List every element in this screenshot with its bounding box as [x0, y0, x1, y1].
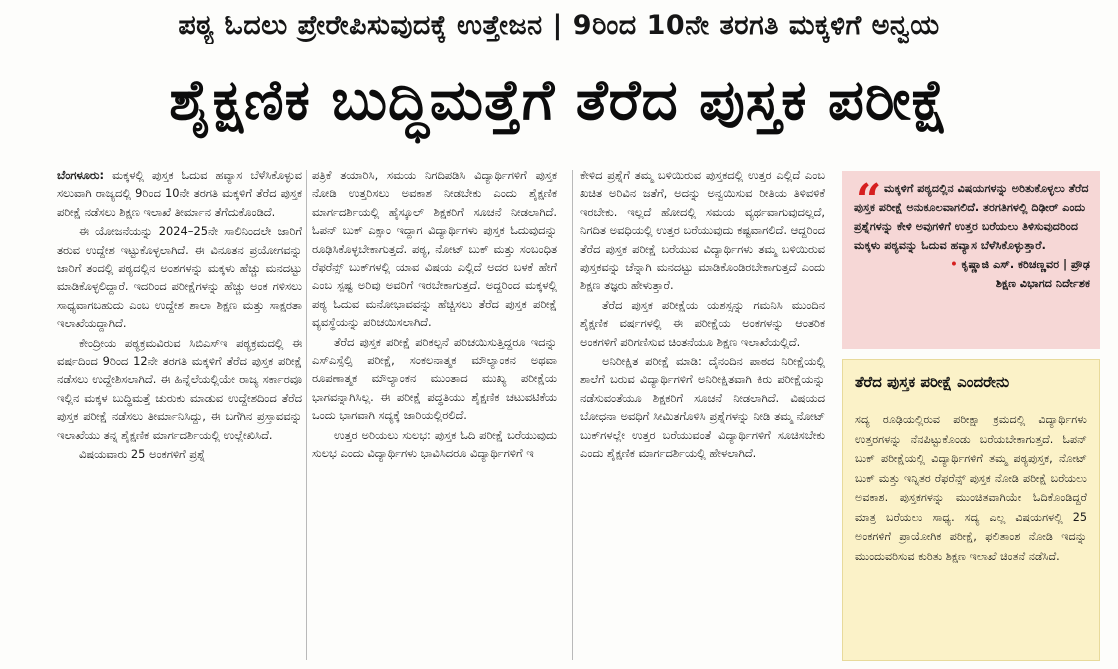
info-box-body: ಸದ್ಯ ರೂಢಿಯಲ್ಲಿರುವ ಪರೀಕ್ಷಾ ಕ್ರಮದಲ್ಲಿ ವಿದ್ಯಾರ್ಥಿಗಳು ಉತ್ತರಗಳನ್ನು ನೆನಪಿಟ್ಟುಕೊಂಡು ಬರೆಯಬೇಕಾಗುತ್ತದೆ. ಓಪನ್ ಬುಕ್ ಪರೀಕ್ಷೆಯಲ್ಲಿ ವಿದ್ಯಾರ್ಥಿಗಳಿಗೆ ತಮ್ಮ ಪಠ್ಯಪುಸ್ತಕ, ನೋಟ್ ಬುಕ್ ಮತ್ತು ಇನ್ನಿತರ ರೆಫರೆನ್ಸ್ ಪುಸ್ತಕ ನೋಡಿ ಪರೀಕ್ಷೆ ಬರೆಯಲು ಅವಕಾಶ. ಪುಸ್ತಕಗಳನ್ನು ಮುಂಚಿತವಾಗಿಯೇ ಓದಿಕೊಂಡಿದ್ದರೆ ಮಾತ್ರ ಬರೆಯಲು ಸಾಧ್ಯ. ಸದ್ಯ ಎಲ್ಲ ವಿಷಯಗಳಲ್ಲಿ 25 ಅಂಕಗಳಿಗೆ ಪ್ರಾಯೋಗಿಕ ಪರೀಕ್ಷೆ, ಫಲಿತಾಂಶ ನೋಡಿ ಇದನ್ನು ಮುಂದುವರಿಸುವ ಕುರಿತು ಶಿಕ್ಷಣ ಇಲಾಖೆ ಚಿಂತನೆ ನಡೆಸಿದೆ. [855, 413, 1087, 563]
article-paragraph: ತೆರೆದ ಪುಸ್ತಕ ಪರೀಕ್ಷೆಯ ಯಶಸ್ಸನ್ನು ಗಮನಿಸಿ ಮುಂದಿನ ಶೈಕ್ಷಣಿಕ ವರ್ಷಗಳಲ್ಲಿ ಈ ಪರೀಕ್ಷೆಯ ಅಂಕಗಳನ್ನು ಆಂತರಿಕ ಅಂಕಗಳಿಗೆ ಪರಿಗಣಿಸುವ ಚಿಂತನೆಯೂ ಶಿಕ್ಷಣ ಇಲಾಖೆಯಲ್ಲಿದೆ. [580, 297, 825, 349]
article-paragraph: ಈ ಯೋಜನೆಯನ್ನು 2024–25ನೇ ಸಾಲಿನಿಂದಲೇ ಜಾರಿಗೆ ತರುವ ಉದ್ದೇಶ ಇಟ್ಟುಕೊಳ್ಳಲಾಗಿದೆ. ಈ ವಿನೂತನ ಪ್ರಯೋಗವನ್ನು ಜಾರಿಗೆ ತಂದಲ್ಲಿ ಪಠ್ಯದಲ್ಲಿನ ಅಂಶಗಳನ್ನು ಮಕ್ಕಳು ಹೆಚ್ಚು ಮನದಟ್ಟು ಮಾಡಿಕೊಳ್ಳಲಿದ್ದಾರೆ. ಇದರಿಂದ ಪರೀಕ್ಷೆಗಳನ್ನು ಹೆಚ್ಚು ಅಂಕ ಗಳಿಸಲು ಸಾಧ್ಯವಾಗಬಹುದು ಎಂಬ ಉದ್ದೇಶ ಶಾಲಾ ಶಿಕ್ಷಣ ಮತ್ತು ಸಾಕ್ಷರತಾ ಇಲಾಖೆಯದ್ದಾಗಿದೆ. [57, 224, 302, 331]
quote-designation: ಶಿಕ್ಷಣ ವಿಭಾಗದ ನಿರ್ದೇಶಕ [995, 277, 1090, 290]
quote-mark-icon: “ [856, 175, 882, 226]
pull-quote-text: ಮಕ್ಕಳಿಗೆ ಪಠ್ಯದಲ್ಲಿನ ವಿಷಯಗಳನ್ನು ಅರಿತುಕೊಳ್ಳಲು ತೆರೆದ ಪುಸ್ತಕ ಪರೀಕ್ಷೆ ಅನುಕೂಲವಾಗಲಿದೆ. ತರಗತಿಗಳಲ್ಲಿ ದಿಢೀರ್ ಎಂದು ಪ್ರಶ್ನೆಗಳನ್ನು ಕೇಳಿ ಅವುಗಳಿಗೆ ಉತ್ತರ ಬರೆಯಲು ತಿಳಿಸುವುದರಿಂದ ಮಕ್ಕಳು ಪಠ್ಯವನ್ನು ಓದುವ ಹವ್ಯಾಸ ಬೆಳೆಸಿಕೊಳ್ಳುತ್ತಾರೆ. [854, 182, 1089, 252]
column-divider [306, 170, 307, 660]
article-paragraph [57, 166, 302, 221]
dateline: ಬೆಂಗಳೂರು: [57, 168, 105, 182]
headline: ಶೈಕ್ಷಣಿಕ ಬುದ್ಧಿಮತ್ತೆಗೆ ತೆರೆದ ಪುಸ್ತಕ ಪರೀಕ್ಷೆ [169, 68, 949, 133]
column-divider [572, 170, 573, 660]
info-box-title: ತೆರೆದ ಪುಸ್ತಕ ಪರೀಕ್ಷೆ ಎಂದರೇನು [855, 373, 1010, 391]
article-paragraph: ತೆರೆದ ಪುಸ್ತಕ ಪರೀಕ್ಷೆ ಪರಿಕಲ್ಪನೆ ಪರಿಚಯಿಸುತ್ತಿದ್ದರೂ ಇದನ್ನು ಎಸ್‌ಎಸ್ಸೆಲ್ಸಿ ಪರೀಕ್ಷೆ, ಸಂಕಲನಾತ್ಮಕ ಮೌಲ್ಯಾಂಕನ ಅಥವಾ ರೂಪಣಾತ್ಮಕ ಮೌಲ್ಯಾಂಕನ ಮುಂತಾದ ಮುಖ್ಯ ಪರೀಕ್ಷೆಯ ಭಾಗವನ್ನಾಗಿಸಿಲ್ಲ. ಈ ಪರೀಕ್ಷೆ ಪದ್ಧತಿಯು ಶೈಕ್ಷಣಿಕ ಚಟುವಟಿಕೆಯ ಒಂದು ಭಾಗವಾಗಿ ಸದ್ಯಕ್ಕೆ ಜಾರಿಯಲ್ಲಿರಲಿದೆ. [312, 334, 557, 423]
article-paragraph: ಕೇಂದ್ರೀಯ ಪಠ್ಯಕ್ರಮವಿರುವ ಸಿಬಿಎಸ್‌ಇ ಪಠ್ಯಕ್ರಮದಲ್ಲಿ ಈ ವರ್ಷದಿಂದ 9ರಿಂದ 12ನೇ ತರಗತಿ ಮಕ್ಕಳಿಗೆ ತೆರೆದ ಪುಸ್ತಕ ಪರೀಕ್ಷೆ ನಡೆಸಲು ಉದ್ದೇಶಿಸಲಾಗಿದೆ. ಈ ಹಿನ್ನೆಲೆಯಲ್ಲಿಯೇ ರಾಜ್ಯ ಸರ್ಕಾರವೂ ಇಲ್ಲಿನ ಮಕ್ಕಳ ಬುದ್ಧಿಮತ್ತೆ ಚುರುಕು ಮಾಡುವ ಉದ್ದೇಶದಿಂದ ತೆರೆದ ಪುಸ್ತಕ ಪರೀಕ್ಷೆ ನಡೆಸಲು ತೀರ್ಮಾನಿಸಿದ್ದು, ಈ ಬಗೆಗಿನ ಪ್ರಸ್ತಾವವನ್ನು ಇಲಾಖೆಯು ತನ್ನ ಶೈಕ್ಷಣಿಕ ಮಾರ್ಗದರ್ಶಿಯಲ್ಲಿ ಉಲ್ಲೇಖಿಸಿದೆ. [57, 335, 302, 442]
article-column-3 [580, 166, 825, 661]
article-column-1 [57, 166, 302, 661]
pull-quote-attribution [854, 255, 1090, 293]
kicker-line: ಪಠ್ಯ ಓದಲು ಪ್ರೇರೇಪಿಸುವುದಕ್ಕೆ ಉತ್ತೇಜನ | 9ರಿಂದ 10ನೇ ತರಗತಿ ಮಕ್ಕಳಿಗೆ ಅನ್ವಯ [178, 10, 940, 41]
article-paragraph: ಉತ್ತರ ಅರಿಯಲು ಸುಲಭ: ಪುಸ್ತಕ ಓದಿ ಪರೀಕ್ಷೆ ಬರೆಯುವುದು ಸುಲಭ ಎಂದು ವಿದ್ಯಾರ್ಥಿಗಳು ಭಾವಿಸಿದರೂ ವಿದ್ಯಾರ್ಥಿಗಳಿಗೆ ಇ [312, 427, 557, 461]
quote-author: ಕೃಷ್ಣಾಜಿ ಎಸ್. ಕರಿಚಣ್ಣವರ | ಪ್ರೌಢ [961, 258, 1090, 271]
article-paragraph: ಕೇಳಿದ ಪ್ರಶ್ನೆಗೆ ತಮ್ಮ ಬಳಿಯಿರುವ ಪುಸ್ತಕದಲ್ಲಿ ಉತ್ತರ ಎಲ್ಲಿದೆ ಎಂಬ ಖಚಿತ ಅರಿವಿನ ಜತೆಗೆ, ಅದನ್ನು ಅನ್ವಯಿಸುವ ರೀತಿಯ ತಿಳಿವಳಿಕೆ ಇರಬೇಕು. ಇಲ್ಲದೆ ಹೋದಲ್ಲಿ ಸಮಯ ವ್ಯರ್ಥವಾಗುವುದಲ್ಲದೆ, ನಿಗದಿತ ಅವಧಿಯಲ್ಲಿ ಉತ್ತರ ಬರೆಯುವುದು ಕಷ್ಟವಾಗಲಿದೆ. ಆದ್ದರಿಂದ ತೆರೆದ ಪುಸ್ತಕ ಪರೀಕ್ಷೆ ಬರೆಯುವ ವಿದ್ಯಾರ್ಥಿಗಳು ತಮ್ಮ ಬಳಿಯಿರುವ ಪುಸ್ತಕವನ್ನು ಚೆನ್ನಾಗಿ ಮನದಟ್ಟು ಮಾಡಿಕೊಂಡಿರಬೇಕಾಗುತ್ತದೆ ಎಂದು ಶಿಕ್ಷಣ ತಜ್ಞರು ಹೇಳುತ್ತಾರೆ. [580, 168, 825, 293]
info-box [842, 359, 1100, 661]
article-paragraph: ವಿಷಯವಾರು 25 ಅಂಕಗಳಿಗೆ ಪ್ರಶ್ನೆ [79, 447, 206, 462]
article-paragraph: ಅನಿರೀಕ್ಷಿತ ಪರೀಕ್ಷೆ ಮಾಡಿ: ದೈನಂದಿನ ಪಾಠದ ನಿರೀಕ್ಷೆಯಲ್ಲಿ ಶಾಲೆಗೆ ಬರುವ ವಿದ್ಯಾರ್ಥಿಗಳಿಗೆ ಅನಿರೀಕ್ಷಿತವಾಗಿ ಕಿರು ಪರೀಕ್ಷೆಯನ್ನು ನಡೆಸುವಂತೆಯೂ ಶಿಕ್ಷಕರಿಗೆ ಸೂಚನೆ ನೀಡಲಾಗಿದೆ. ವಿಷಯದ ಬೋಧನಾ ಅವಧಿಗೆ ಸೀಮಿತಗೊಳಿಸಿ ಪ್ರಶ್ನೆಗಳನ್ನು ನೀಡಿ ತಮ್ಮ ನೋಟ್ ಬುಕ್‌ಗಳಲ್ಲೇ ಉತ್ತರ ಬರೆಯುವಂತೆ ವಿದ್ಯಾರ್ಥಿಗಳಿಗೆ ಸೂಚಿಸಬೇಕು ಎಂದು ಶೈಕ್ಷಣಿಕ ಮಾರ್ಗದರ್ಶಿಯಲ್ಲಿ ಹೇಳಲಾಗಿದೆ. [580, 354, 825, 461]
pull-quote-box [842, 171, 1100, 349]
article-column-2 [312, 166, 557, 661]
bullet-icon: • [950, 258, 958, 271]
article-paragraph: ಪತ್ರಿಕೆ ತಯಾರಿಸಿ, ಸಮಯ ನಿಗದಿಪಡಿಸಿ ವಿದ್ಯಾರ್ಥಿಗಳಿಗೆ ಪುಸ್ತಕ ನೋಡಿ ಉತ್ತರಿಸಲು ಅವಕಾಶ ನೀಡಬೇಕು ಎಂದು ಶೈಕ್ಷಣಿಕ ಮಾರ್ಗದರ್ಶಿಯಲ್ಲಿ ಹೈಸ್ಕೂಲ್ ಶಿಕ್ಷಕರಿಗೆ ಸೂಚನೆ ನೀಡಲಾಗಿದೆ. ಓಪನ್ ಬುಕ್ ಎಕ್ಸಾಂ ಇದ್ದಾಗ ವಿದ್ಯಾರ್ಥಿಗಳು ಪುಸ್ತಕ ಓದುವುದನ್ನು ರೂಢಿಸಿಕೊಳ್ಳಬೇಕಾಗುತ್ತದೆ. ಪಠ್ಯ, ನೋಟ್ ಬುಕ್ ಮತ್ತು ಸಂಬಂಧಿತ ರೆಫರೆನ್ಸ್ ಬುಕ್‌ಗಳಲ್ಲಿ ಯಾವ ವಿಷಯ ಎಲ್ಲಿದೆ ಅದರ ಬಳಕೆ ಹೇಗೆ ಎಂಬ ಸ್ಪಷ್ಟ ಅರಿವು ಅವರಿಗೆ ಇರಬೇಕಾಗುತ್ತದೆ. ಅದ್ದರಿಂದ ಮಕ್ಕಳಲ್ಲಿ ಪಠ್ಯ ಓದುವ ಮನೋಭಾವವನ್ನು ಹೆಚ್ಚಿಸಲು ತೆರೆದ ಪುಸ್ತಕ ಪರೀಕ್ಷೆ ವ್ಯವಸ್ಥೆಯನ್ನು ಪರಿಚಯಿಸಲಾಗಿದೆ. [312, 168, 557, 330]
article-lead: ಮಕ್ಕಳಲ್ಲಿ ಪುಸ್ತಕ ಓದುವ ಹವ್ಯಾಸ ಬೆಳೆಸಿಕೊಳ್ಳುವ ಸಲುವಾಗಿ ರಾಜ್ಯದಲ್ಲಿ 9ರಿಂದ 10ನೇ ತರಗತಿ ಮಕ್ಕಳಿಗೆ ತೆರೆದ ಪುಸ್ತಕ ಪರೀಕ್ಷೆ ನಡೆಸಲು ಶಿಕ್ಷಣ ಇಲಾಖೆ ತೀರ್ಮಾನ ತೆಗೆದುಕೊಂಡಿದೆ. [57, 168, 302, 219]
